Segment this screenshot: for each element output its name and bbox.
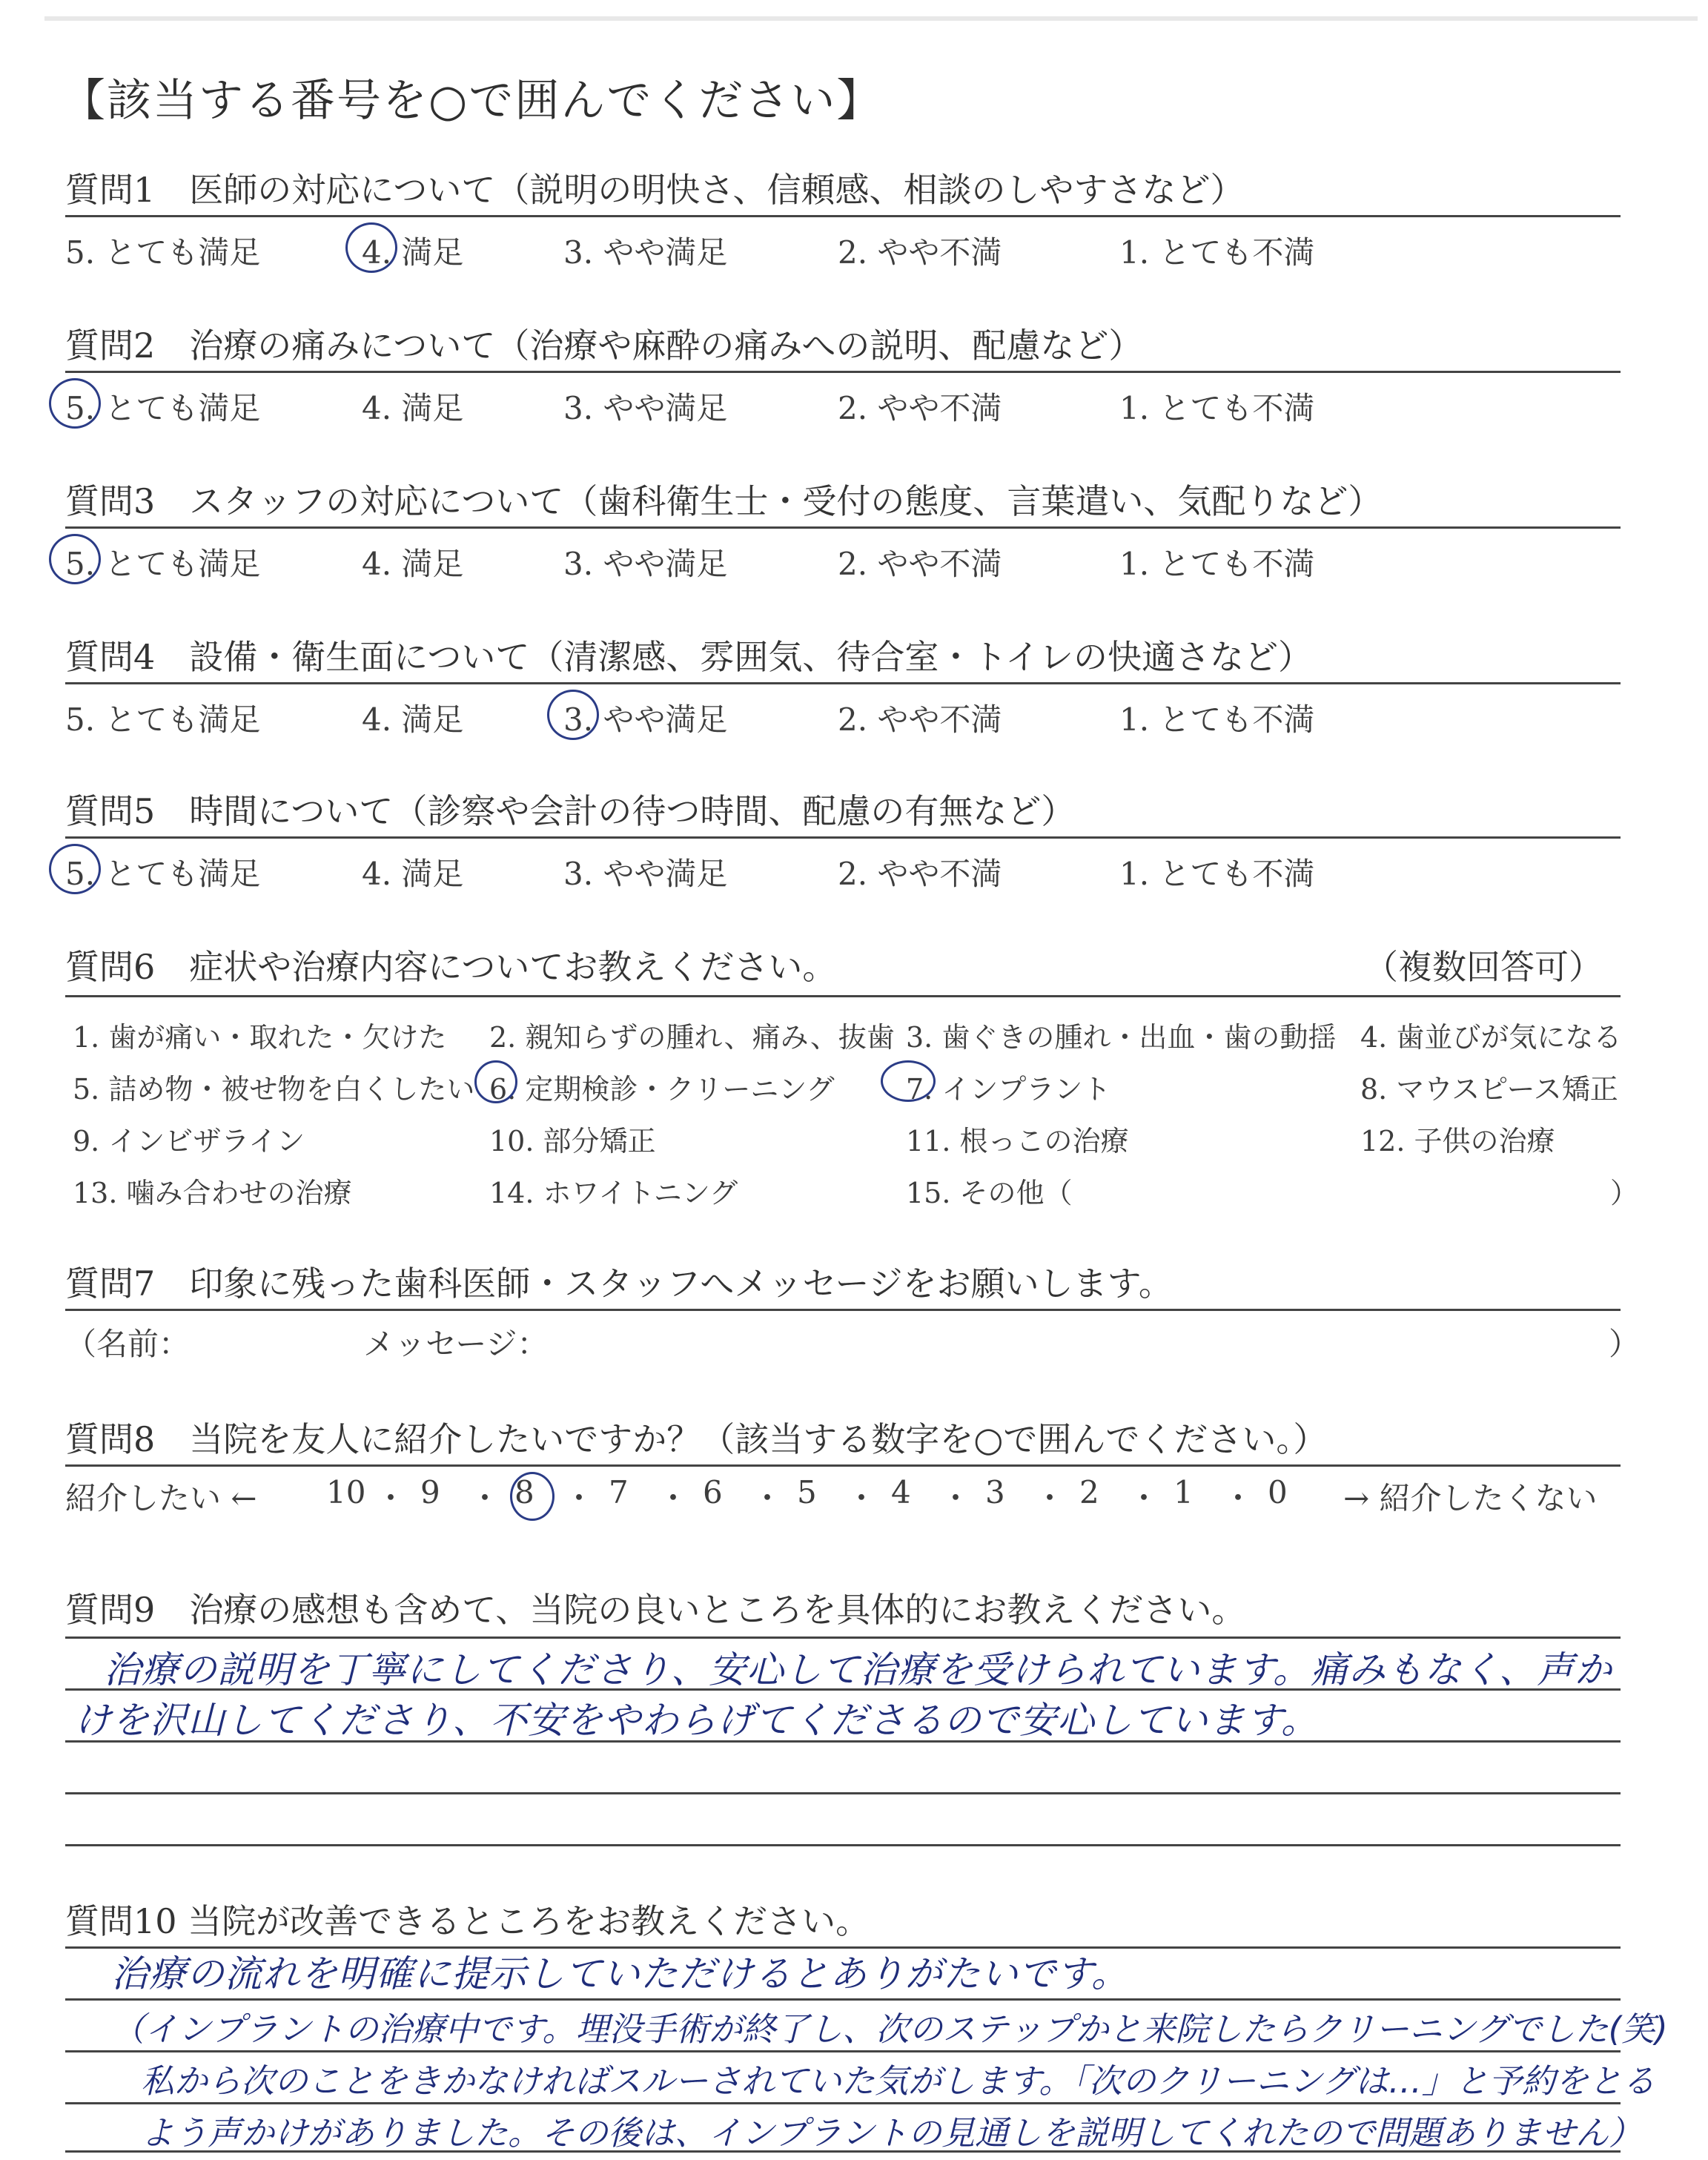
q6-title: 質問6 症状や治療内容についてお教えください。: [65, 947, 837, 987]
q10-rule-3: [65, 2050, 1621, 2052]
q8-scale-separator: ・: [1034, 1480, 1066, 1516]
q1-option-4: 4. 満足: [362, 234, 464, 271]
q5-option-4: 4. 満足: [362, 856, 464, 892]
q8-scale-0: 0: [1268, 1474, 1288, 1510]
q6-option-11: 11. 根っこの治療: [906, 1125, 1129, 1157]
q8-rule: [65, 1464, 1621, 1467]
q8-scale-3: 3: [985, 1474, 1005, 1510]
q6-option-9: 9. インビザライン: [73, 1125, 305, 1157]
q6-option-6: 6. 定期検診・クリーニング: [489, 1073, 835, 1106]
q2-option-5: 5. とても満足: [65, 390, 261, 426]
q10-rule-4: [65, 2102, 1621, 2104]
q8-scale-2: 2: [1079, 1474, 1099, 1510]
q2-option-4: 4. 満足: [362, 390, 464, 426]
q8-left-label: 紹介したい ←: [65, 1480, 257, 1516]
q5-title: 質問5 時間について（診察や会計の待つ時間、配慮の有無など）: [65, 791, 1076, 831]
q7-rule: [65, 1309, 1621, 1311]
q8-scale-7: 7: [609, 1474, 629, 1510]
q6-option-10: 10. 部分矯正: [489, 1125, 656, 1157]
q3-rule: [65, 526, 1621, 529]
q9-rule-4: [65, 1792, 1621, 1794]
q6-option-1: 1. 歯が痛い・取れた・欠けた: [73, 1021, 447, 1054]
q4-option-3: 3. やや満足: [563, 701, 728, 738]
q9-title: 質問9 治療の感想も含めて、当院の良いところを具体的にお教えください。: [65, 1590, 1246, 1630]
scan-top-edge: [44, 16, 1698, 21]
q4-option-5: 5. とても満足: [65, 701, 261, 738]
q4-option-1: 1. とても不満: [1119, 701, 1315, 738]
q10-answer-line-4: よう声かけがありました。その後は、インプラントの見通しを説明してくれたので問題ありません）: [141, 2113, 1643, 2153]
q8-right-label: → 紹介したくない: [1343, 1480, 1598, 1516]
q9-answer-line-2: けを沢山してくださり、不安をやわらげてくださるので安心しています。: [74, 1699, 1319, 1742]
q5-option-1: 1. とても不満: [1119, 856, 1315, 892]
q1-option-1: 1. とても不満: [1119, 234, 1315, 271]
q2-option-2: 2. やや不満: [838, 390, 1002, 426]
q6-rule: [65, 995, 1621, 997]
q6-option-14: 14. ホワイトニング: [489, 1177, 738, 1209]
q5-option-5: 5. とても満足: [65, 856, 261, 892]
q5-rule: [65, 836, 1621, 839]
q5-option-2: 2. やや不満: [838, 856, 1002, 892]
q8-scale-9: 9: [420, 1474, 440, 1510]
q8-scale-separator: ・: [846, 1480, 878, 1516]
q6-option-15: 15. その他（: [906, 1177, 1073, 1209]
q8-scale-separator: ・: [658, 1480, 689, 1516]
form-heading: 【該当する番号を○で囲んでください】: [61, 75, 883, 127]
q8-scale-8: 8: [514, 1474, 534, 1510]
selection-circle-q5: [49, 844, 101, 894]
q8-scale-separator: ・: [1128, 1480, 1160, 1516]
q8-scale-6: 6: [703, 1474, 723, 1510]
q2-rule: [65, 371, 1621, 373]
q1-rule: [65, 215, 1621, 217]
q8-scale-separator: ・: [1222, 1480, 1254, 1516]
selection-circle-q1: [345, 222, 397, 273]
q8-scale-5: 5: [797, 1474, 817, 1510]
q2-option-1: 1. とても不満: [1119, 390, 1315, 426]
q6-option-3: 3. 歯ぐきの腫れ・出血・歯の動揺: [906, 1021, 1337, 1054]
q7-name-label: （名前：: [65, 1326, 191, 1362]
selection-circle-8: [510, 1472, 555, 1521]
q6-note: （複数回答可）: [1364, 947, 1603, 987]
selection-circle-7: [881, 1060, 936, 1102]
q8-scale-separator: ・: [752, 1480, 784, 1516]
q3-option-1: 1. とても不満: [1119, 546, 1315, 582]
q6-option-7: 7. インプラント: [906, 1073, 1111, 1106]
q6-option-4: 4. 歯並びが気になる: [1360, 1021, 1622, 1054]
q8-scale-separator: ・: [375, 1480, 407, 1516]
q8-scale-separator: ・: [563, 1480, 595, 1516]
q5-option-3: 3. やや満足: [563, 856, 728, 892]
q10-rule-2: [65, 1998, 1621, 2001]
q6-option-12: 12. 子供の治療: [1360, 1125, 1555, 1157]
q3-title: 質問3 スタッフの対応について（歯科衛生士・受付の態度、言葉遣い、気配りなど）: [65, 481, 1383, 521]
q2-option-3: 3. やや満足: [563, 390, 728, 426]
q6-option-13: 13. 噛み合わせの治療: [73, 1177, 352, 1209]
selection-circle-q3: [49, 534, 101, 584]
q4-option-4: 4. 満足: [362, 701, 464, 738]
q10-title: 質問10 当院が改善できるところをお教えください。: [65, 1901, 870, 1941]
q3-option-3: 3. やや満足: [563, 546, 728, 582]
q7-close-paren: ）: [1609, 1326, 1641, 1362]
q8-scale-10: 10: [326, 1474, 366, 1510]
q8-scale-separator: ・: [940, 1480, 972, 1516]
q9-answer-line-1: 治療の説明を丁寧にしてくださり、安心して治療を受けられています。痛みもなく、声か: [104, 1648, 1612, 1691]
q10-answer-line-2: （インプラントの治療中です。埋没手術が終了し、次のステップかと来院したらクリーニングでした(笑): [111, 2009, 1668, 2049]
q4-title: 質問4 設備・衛生面について（清潔感、雰囲気、待合室・トイレの快適さなど）: [65, 637, 1313, 677]
q3-option-5: 5. とても満足: [65, 546, 261, 582]
q8-title: 質問8 当院を友人に紹介したいですか？（該当する数字を○で囲んでください。）: [65, 1419, 1328, 1459]
q1-option-2: 2. やや不満: [838, 234, 1002, 271]
selection-circle-6: [474, 1060, 517, 1103]
q2-title: 質問2 治療の痛みについて（治療や麻酔の痛みへの説明、配慮など）: [65, 326, 1143, 366]
q6-option-8: 8. マウスピース矯正: [1360, 1073, 1618, 1106]
q3-option-4: 4. 満足: [362, 546, 464, 582]
q1-option-3: 3. やや満足: [563, 234, 728, 271]
selection-circle-q2: [49, 378, 101, 429]
q6-option-close-paren: ）: [1610, 1177, 1639, 1209]
q6-option-2: 2. 親知らずの腫れ、痛み、抜歯: [489, 1021, 895, 1054]
q1-option-5: 5. とても満足: [65, 234, 261, 271]
q6-option-5: 5. 詰め物・被せ物を白くしたい: [73, 1073, 475, 1106]
q7-message-label: メッセージ：: [363, 1326, 549, 1362]
q8-scale-4: 4: [891, 1474, 911, 1510]
q4-option-2: 2. やや不満: [838, 701, 1002, 738]
q4-rule: [65, 682, 1621, 684]
q10-answer-line-3: 私から次のことをきかなければスルーされていた気がします。「次のクリーニングは…」と予約をとる: [141, 2061, 1656, 2101]
q9-rule-5: [65, 1844, 1621, 1846]
q8-scale-separator: ・: [469, 1480, 501, 1516]
q8-scale-1: 1: [1174, 1474, 1194, 1510]
selection-circle-q4: [547, 690, 599, 740]
q9-rule-1: [65, 1636, 1621, 1639]
q10-answer-line-1: 治療の流れを明確に提示していただけるとありがたいです。: [111, 1952, 1129, 1995]
q7-title: 質問7 印象に残った歯科医師・スタッフへメッセージをお願いします。: [65, 1264, 1173, 1304]
q1-title: 質問1 医師の対応について（説明の明快さ、信頼感、相談のしやすさなど）: [65, 170, 1245, 210]
q3-option-2: 2. やや不満: [838, 546, 1002, 582]
